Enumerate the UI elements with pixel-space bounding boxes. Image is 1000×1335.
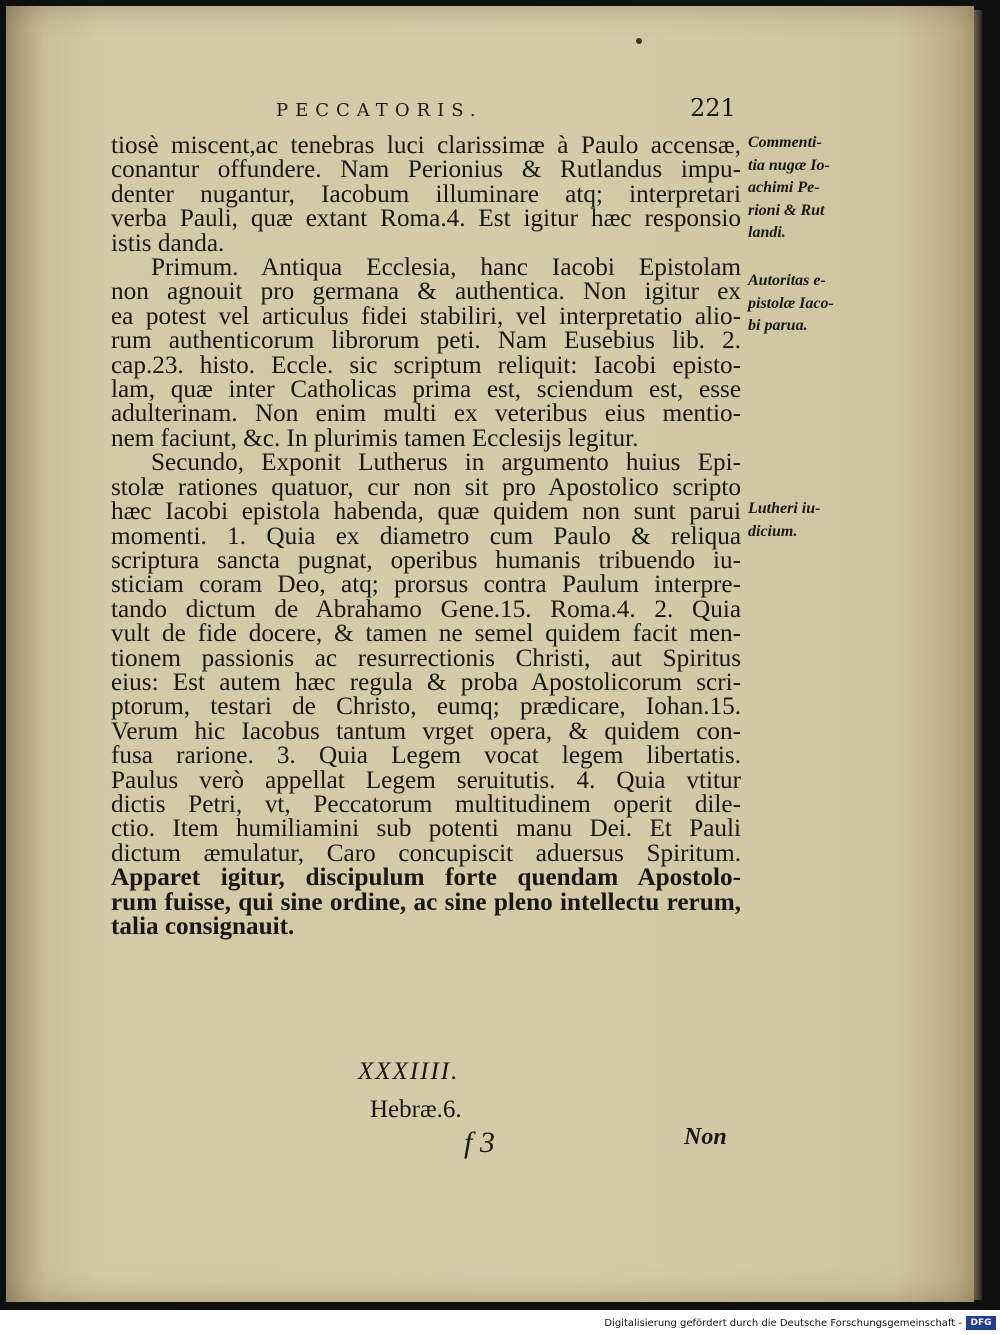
footer-credit: Digitalisierung gefördert durch die Deutsche Forschungsgemeinschaft - [604, 1318, 962, 1329]
ink-mark [636, 38, 642, 44]
text-line: non agnouit pro germana & authentica. Non igitur ex [111, 278, 741, 306]
text-line: dictis Petri, vt, Peccatorum multitudinem operit dile- [111, 790, 741, 818]
margin-note-line: Autoritas e- [748, 272, 826, 289]
text-line: lam, quæ inter Catholicas prima est, sciendum est, esse [111, 376, 741, 404]
text-line: istis danda. [111, 229, 225, 257]
text-line: nem faciunt, &c. In plurimis tamen Ecclesijs legitur. [111, 424, 639, 452]
text-line: conantur offundere. Nam Perionius & Rutlandus impu- [111, 156, 741, 184]
page-edge [974, 10, 982, 1300]
text-line: tionem passionis ac resurrectionis Christi, aut Spiritus [111, 644, 741, 672]
text-line: scriptura sancta pugnat, operibus humanis tribuendo iu- [111, 546, 741, 574]
page-number: 221 [690, 94, 736, 122]
text-line: sticiam coram Deo, atq; prorsus contra Paulum interpre- [111, 571, 741, 599]
margin-note-commentitia [748, 132, 858, 245]
text-line: talia consignauit. [111, 913, 295, 940]
margin-note-lutheri [748, 498, 858, 543]
text-line: adulterinam. Non enim multi ex veteribus eius mentio- [111, 400, 741, 428]
text-line: ea potest vel articulus fidei stabiliri, vel interpretatio alio- [111, 302, 741, 330]
text-line: ctio. Item humiliamini sub potenti manu Dei. Et Pauli [111, 815, 741, 843]
text-line: verba Pauli, quæ extant Roma.4. Est igitur hæc responsio [111, 205, 741, 233]
text-line: cap.23. histo. Eccle. sic scriptum reliquit: Iacobi episto- [111, 351, 741, 379]
text-line: dictum æmulatur, Caro concupiscit aduersus Spiritum. [111, 839, 741, 867]
text-line: ptorum, testari de Christo, eumq; prædicare, Iohan.15. [111, 693, 741, 721]
margin-note-line: dicium. [748, 522, 798, 540]
text-line: denter nugantur, Iacobum illuminare atq; interpretari [111, 180, 741, 208]
text-line: Paulus verò appellat Legem seruitutis. 4. Quia vtitur [111, 766, 741, 794]
text-line: rum authenticorum librorum peti. Nam Eusebius lib. 2. [111, 327, 741, 355]
text-line: tando dictum de Abrahamo Gene.15. Roma.4. 2. Quia [111, 595, 741, 623]
margin-note-autoritas [748, 270, 858, 338]
running-head: PECCATORIS. [276, 100, 483, 121]
margin-note-line: achimi Pe- [748, 179, 820, 196]
text-line: Apparet igitur, discipulum forte quendam Apostolo- [111, 864, 741, 892]
text-line: tiosè miscent,ac tenebras luci clarissimæ à Paulo accensæ, [111, 132, 741, 159]
section-number: XXXIIII. [358, 1058, 460, 1085]
text-line: Secundo, Exponit Lutherus in argumento huius Epi- [151, 449, 741, 477]
text-line: hæc Iacobi epistola habenda, quæ quidem non sunt parui [111, 498, 741, 526]
body-text [111, 134, 741, 939]
margin-note-line: landi. [748, 224, 786, 241]
dfg-logo: DFG [966, 1316, 996, 1330]
text-line: momenti. 1. Quia ex diametro cum Paulo & reliqua [111, 522, 741, 550]
margin-note-line: Commenti- [748, 134, 822, 151]
margin-note-line: bi parua. [748, 317, 808, 334]
text-line: stolæ rationes quatuor, cur non sit pro Apostolico scripto [111, 473, 741, 501]
text-line: vult de fide docere, & tamen ne semel quidem facit men- [111, 620, 741, 648]
margin-note-line: rioni & Rut [748, 201, 825, 219]
catchword: Non [684, 1124, 727, 1150]
text-line: eius: Est autem hæc regula & proba Apostolicorum scri- [111, 668, 741, 696]
text-line: Primum. Antiqua Ecclesia, hanc Iacobi Epistolam [151, 254, 741, 282]
margin-note-line: Lutheri iu- [748, 500, 821, 517]
margin-note-line: pistolæ Iaco- [748, 294, 834, 312]
book-page [6, 6, 974, 1302]
margin-note-line: tia nugæ Io- [748, 156, 830, 174]
text-line: Verum hic Iacobus tantum vrget opera, & quidem con- [111, 717, 741, 745]
signature-mark: f 3 [464, 1126, 495, 1159]
text-line: rum fuisse, qui sine ordine, ac sine pleno intellectu rerum, [111, 888, 741, 916]
text-line: fusa rarione. 3. Quia Legem vocat legem libertatis. [111, 742, 741, 770]
section-reference: Hebræ.6. [370, 1096, 462, 1123]
